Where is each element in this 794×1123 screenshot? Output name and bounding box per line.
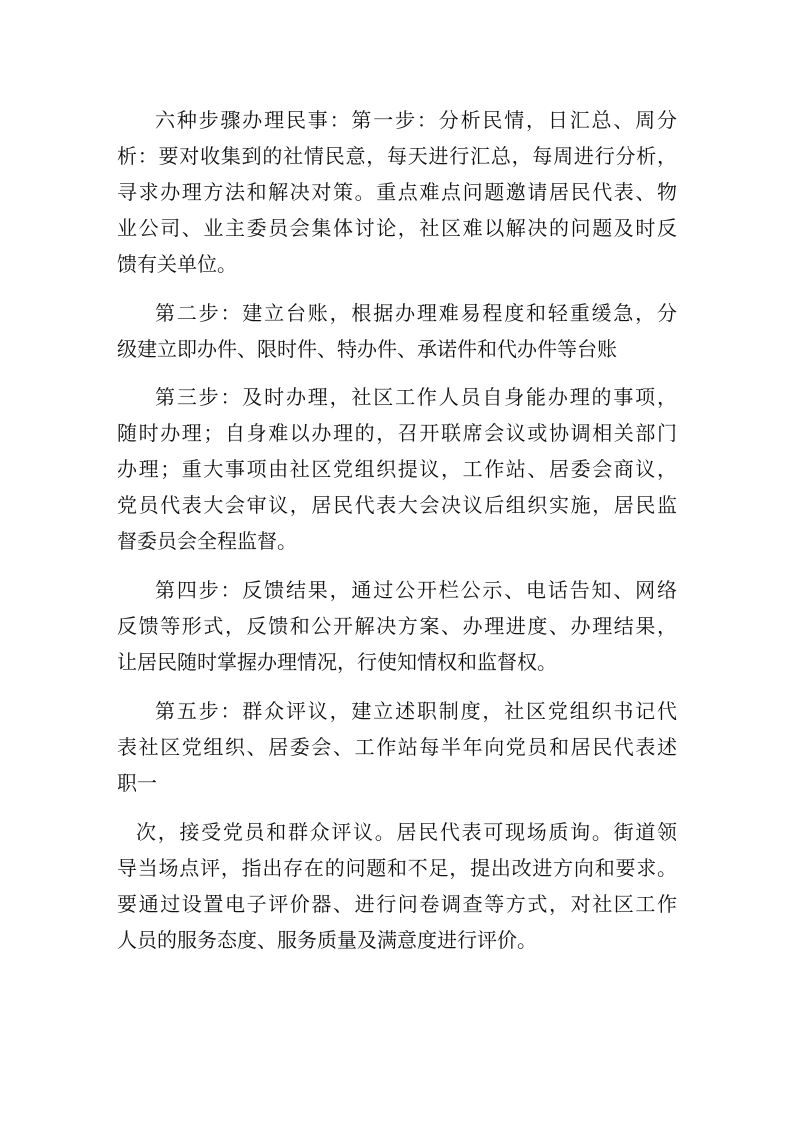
paragraph-5-line-2: 表社区党组织、居委会、工作站每半年向党员和居民代表述 xyxy=(117,735,677,759)
paragraph-2-line-2: 级建立即办件、限时件、特办件、承诺件和代办件等台账 xyxy=(117,337,617,361)
paragraph-6-line-3: 要通过设置电子评价器、进行问卷调查等方式，对社区工作 xyxy=(117,892,677,916)
paragraph-1-line-5: 馈有关单位。 xyxy=(117,252,237,276)
paragraph-3-line-4: 党员代表大会审议，居民代表大会决议后组织实施，居民监 xyxy=(117,493,677,517)
paragraph-4-line-3: 让居民随时掌握办理情况，行使知情权和监督权。 xyxy=(117,650,557,674)
paragraph-1-line-2: 析：要对收集到的社情民意，每天进行汇总，每周进行分析， xyxy=(117,144,677,168)
paragraph-3-line-5: 督委员会全程监督。 xyxy=(117,529,297,553)
paragraph-4-line-1: 第四步：反馈结果，通过公开栏公示、电话告知、网络 xyxy=(155,578,677,602)
paragraph-3-line-3: 办理；重大事项由社区党组织提议，工作站、居委会商议， xyxy=(117,457,677,481)
paragraph-5-line-3: 职一 xyxy=(117,771,157,795)
paragraph-3-line-2: 随时办理；自身难以办理的，召开联席会议或协调相关部门 xyxy=(117,421,677,445)
paragraph-3-line-1: 第三步：及时办理，社区工作人员自身能办理的事项， xyxy=(155,385,677,409)
paragraph-1-line-3: 寻求办理方法和解决对策。重点难点问题邀请居民代表、物 xyxy=(117,180,677,204)
paragraph-1-line-1: 六种步骤办理民事：第一步：分析民情，日汇总、周分 xyxy=(155,108,677,132)
paragraph-5-line-1: 第五步：群众评议，建立述职制度，社区党组织书记代 xyxy=(155,699,677,723)
paragraph-2-line-1: 第二步：建立台账，根据办理难易程度和轻重缓急，分 xyxy=(155,301,677,325)
paragraph-1-line-4: 业公司、业主委员会集体讨论，社区难以解决的问题及时反 xyxy=(117,216,677,240)
paragraph-6-line-2: 导当场点评，指出存在的问题和不足，提出改进方向和要求。 xyxy=(117,856,677,880)
paragraph-6-line-4: 人员的服务态度、服务质量及满意度进行评价。 xyxy=(117,928,537,952)
paragraph-6-line-1: 次，接受党员和群众评议。居民代表可现场质询。街道领 xyxy=(136,820,677,844)
paragraph-4-line-2: 反馈等形式，反馈和公开解决方案、办理进度、办理结果， xyxy=(117,614,677,638)
